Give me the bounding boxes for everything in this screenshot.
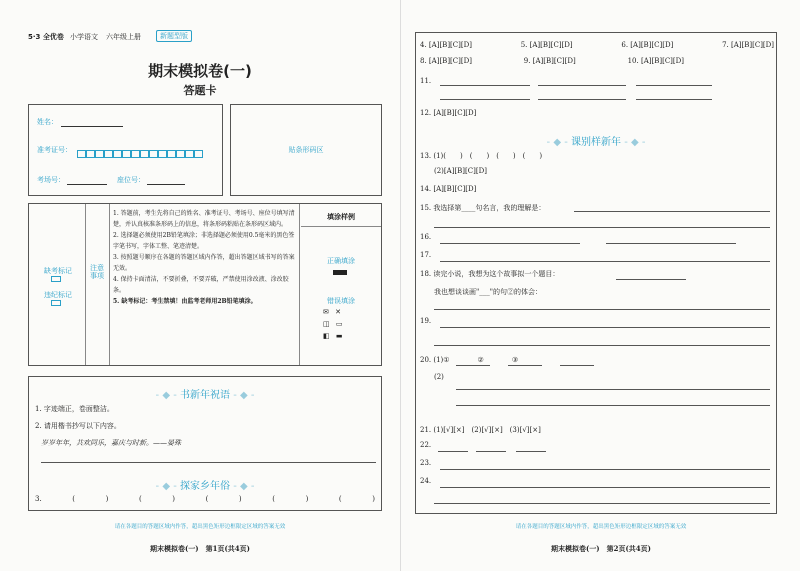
answer-area-box xyxy=(415,32,777,514)
q16-label: 16. xyxy=(420,233,432,241)
subject-label: 小学语文 xyxy=(70,33,98,41)
grade-label: 六年级上册 xyxy=(106,33,141,41)
section-title-1-text: 书新年祝语 xyxy=(180,390,230,401)
q15-line[interactable] xyxy=(434,227,770,228)
q1-text: 1. 字迹端正，卷面整洁。 xyxy=(35,405,114,413)
poem-text: 岁岁年年，共欢同乐，嘉庆与时新。——晏殊 xyxy=(41,439,181,447)
q18-text: 18. 读完小说，我想为这个故事拟一个题目： xyxy=(420,270,560,278)
q2-text: 2. 请用楷书抄写以下内容。 xyxy=(35,422,121,430)
seat-field[interactable] xyxy=(147,173,185,185)
q16-line[interactable] xyxy=(440,243,580,244)
absent-mark-label: 缺考标记 xyxy=(44,267,72,275)
q11-line[interactable] xyxy=(538,99,626,100)
seat-label: 座位号： xyxy=(117,176,145,184)
q11-line[interactable] xyxy=(440,99,530,100)
q23-label: 23. xyxy=(420,459,432,467)
paren-open: ( xyxy=(72,495,76,503)
wrong-fill-sample-2: ◫ ▭ xyxy=(323,320,345,328)
paren-open: ( xyxy=(272,495,275,503)
barcode-area xyxy=(230,104,382,196)
q20-blank-3[interactable] xyxy=(560,365,594,366)
q23-line[interactable] xyxy=(440,469,770,470)
q19-label: 19. xyxy=(420,317,432,325)
q17-label: 17. xyxy=(420,251,432,259)
edition-badge: 新题型版 xyxy=(156,30,192,42)
q19-line[interactable] xyxy=(434,345,770,346)
absent-mark-box[interactable] xyxy=(51,276,61,282)
footer-page-left: 期末模拟卷(一) 第1页(共4页) xyxy=(150,544,250,553)
q14-choice[interactable]: 14. [A][B][C][D] xyxy=(420,185,477,193)
q15-line[interactable] xyxy=(574,211,770,212)
exam-no-boxes[interactable] xyxy=(77,143,203,162)
correct-fill-sample xyxy=(333,270,347,275)
violation-mark-box[interactable] xyxy=(51,300,61,306)
instructions-box xyxy=(28,203,382,366)
q3-row[interactable] xyxy=(35,495,375,503)
exam-no-label: 准考证号： xyxy=(37,146,72,154)
q13-part1[interactable]: 13. (1)( ) ( ) ( ) ( ) xyxy=(420,152,543,160)
section-title-3: - ◆ - 课别样新年 - ◆ - xyxy=(546,137,646,148)
notes-title: 注意事项 xyxy=(90,264,104,280)
paren-close: ) xyxy=(305,495,309,503)
section-title-2-text: 探家乡年俗 xyxy=(180,481,230,492)
note-1: 1. 答题前，考生先将自己的姓名、准考证号、考场号、座位号填写清楚，并认真核准条形码上的信息，将条形码粘贴在条形码区域内。 xyxy=(113,210,295,228)
q4: 4. [A][B][C][D] xyxy=(420,41,472,49)
q6: 6. [A][B][C][D] xyxy=(621,41,674,49)
q20-part2: (2) xyxy=(434,373,444,381)
footer-page-right: 期末模拟卷(一) 第2页(共4页) xyxy=(551,544,651,553)
series-label: 5·3 全优卷 xyxy=(28,33,64,41)
q18-title-line[interactable] xyxy=(616,279,686,280)
footer-warning-right: 请在各题目的答题区域内作答，超出黑色矩形边框限定区域的答案无效 xyxy=(515,524,687,530)
writing-line[interactable] xyxy=(41,462,376,463)
room-field[interactable] xyxy=(67,173,107,185)
choice-row-1[interactable] xyxy=(420,41,774,49)
note-5: 5. 缺考标记：考生禁填！由监考老师用2B铅笔填涂。 xyxy=(113,298,257,305)
q13-part2[interactable]: (2)[A][B][C][D] xyxy=(434,167,487,175)
q3-label: 3. xyxy=(35,495,42,503)
q24-line[interactable] xyxy=(434,503,770,504)
paren-close: ) xyxy=(172,495,175,503)
q19-line[interactable] xyxy=(440,327,770,328)
q12-choice[interactable]: 12. [A][B][C][D] xyxy=(420,109,477,117)
wrong-fill-sample-1: ✉ ✕ xyxy=(323,308,343,316)
choice-row-2[interactable] xyxy=(420,57,684,65)
q5: 5. [A][B][C][D] xyxy=(520,41,573,49)
q20-part1: 20. (1)① ② ③ xyxy=(420,356,519,364)
name-label: 姓名： xyxy=(37,118,58,126)
fill-sample-title: 填涂样例 xyxy=(327,213,355,221)
q21-choices[interactable]: 21. (1)[√][×] (2)[√][×] (3)[√][×] xyxy=(420,426,541,434)
q15-text: 15. 我选择第____句名言，我的理解是： xyxy=(420,204,546,212)
paren-open: ( xyxy=(338,495,342,503)
name-field[interactable] xyxy=(61,115,123,127)
q10: 10. [A][B][C][D] xyxy=(627,57,684,65)
paren-open: ( xyxy=(205,495,209,503)
barcode-label: 贴条形码区 xyxy=(288,146,324,154)
answer-sheet-page-2 xyxy=(400,0,800,571)
paren-close: ) xyxy=(105,495,109,503)
correct-fill-label: 正确填涂 xyxy=(327,257,355,265)
q22-label: 22. xyxy=(420,441,432,449)
candidate-info-box xyxy=(28,104,223,196)
footer-warning-left: 请在各题目的答题区域内作答，超出黑色矩形边框限定区域的答案无效 xyxy=(114,524,286,530)
sheet-subtitle: 答题卡 xyxy=(183,84,217,97)
note-2: 2. 选择题必须使用2B铅笔填涂；非选择题必须使用0.5毫米的黑色签字笔书写，字体工整、笔迹清楚。 xyxy=(113,232,295,250)
q22-line[interactable] xyxy=(516,451,546,452)
notes-list xyxy=(113,208,295,307)
wrong-fill-sample-3: ◧ ▬ xyxy=(323,332,345,340)
q22-line[interactable] xyxy=(438,451,468,452)
paren-close: ) xyxy=(372,495,375,503)
q20-line[interactable] xyxy=(456,405,770,406)
writing-answer-box xyxy=(28,376,382,511)
paren-open: ( xyxy=(138,495,142,503)
q18-line[interactable] xyxy=(434,309,770,310)
q16-line[interactable] xyxy=(606,243,736,244)
q8: 8. [A][B][C][D] xyxy=(420,57,472,65)
section-title-3-text: 课别样新年 xyxy=(571,137,621,148)
section-title-2: - ◆ - 探家乡年俗 - ◆ - xyxy=(155,481,255,492)
room-label: 考场号： xyxy=(37,176,65,184)
q20-line[interactable] xyxy=(456,389,770,390)
q7: 7. [A][B][C][D] xyxy=(722,41,774,49)
q9: 9. [A][B][C][D] xyxy=(523,57,576,65)
sheet-title: 期末模拟卷(一) xyxy=(148,62,252,80)
note-4: 4. 保持卡面清洁，不要折叠，不要弄破，严禁使用涂改液、涂改胶条。 xyxy=(113,276,289,294)
q24-line[interactable] xyxy=(440,487,770,488)
q11-label: 11. xyxy=(420,77,432,85)
wrong-fill-label: 错误填涂 xyxy=(327,297,355,305)
q17-line[interactable] xyxy=(440,261,770,262)
q11-line[interactable] xyxy=(636,99,712,100)
q24-label: 24. xyxy=(420,477,432,485)
violation-mark-label: 违纪标记 xyxy=(44,291,72,299)
q11-line[interactable] xyxy=(636,85,712,86)
section-title-1: - ◆ - 书新年祝语 - ◆ - xyxy=(155,390,255,401)
paren-close: ) xyxy=(238,495,242,503)
q20-blank-1[interactable] xyxy=(456,365,490,366)
q11-line[interactable] xyxy=(440,85,530,86)
q11-line[interactable] xyxy=(538,85,626,86)
q22-line[interactable] xyxy=(476,451,506,452)
note-3: 3. 按照题号顺序在各题的答题区域内作答，超出答题区域书写的答案无效。 xyxy=(113,254,295,272)
q18-part2: 我也想谈谈画"___"的句②的体会： xyxy=(434,288,542,296)
q20-blank-2[interactable] xyxy=(508,365,542,366)
